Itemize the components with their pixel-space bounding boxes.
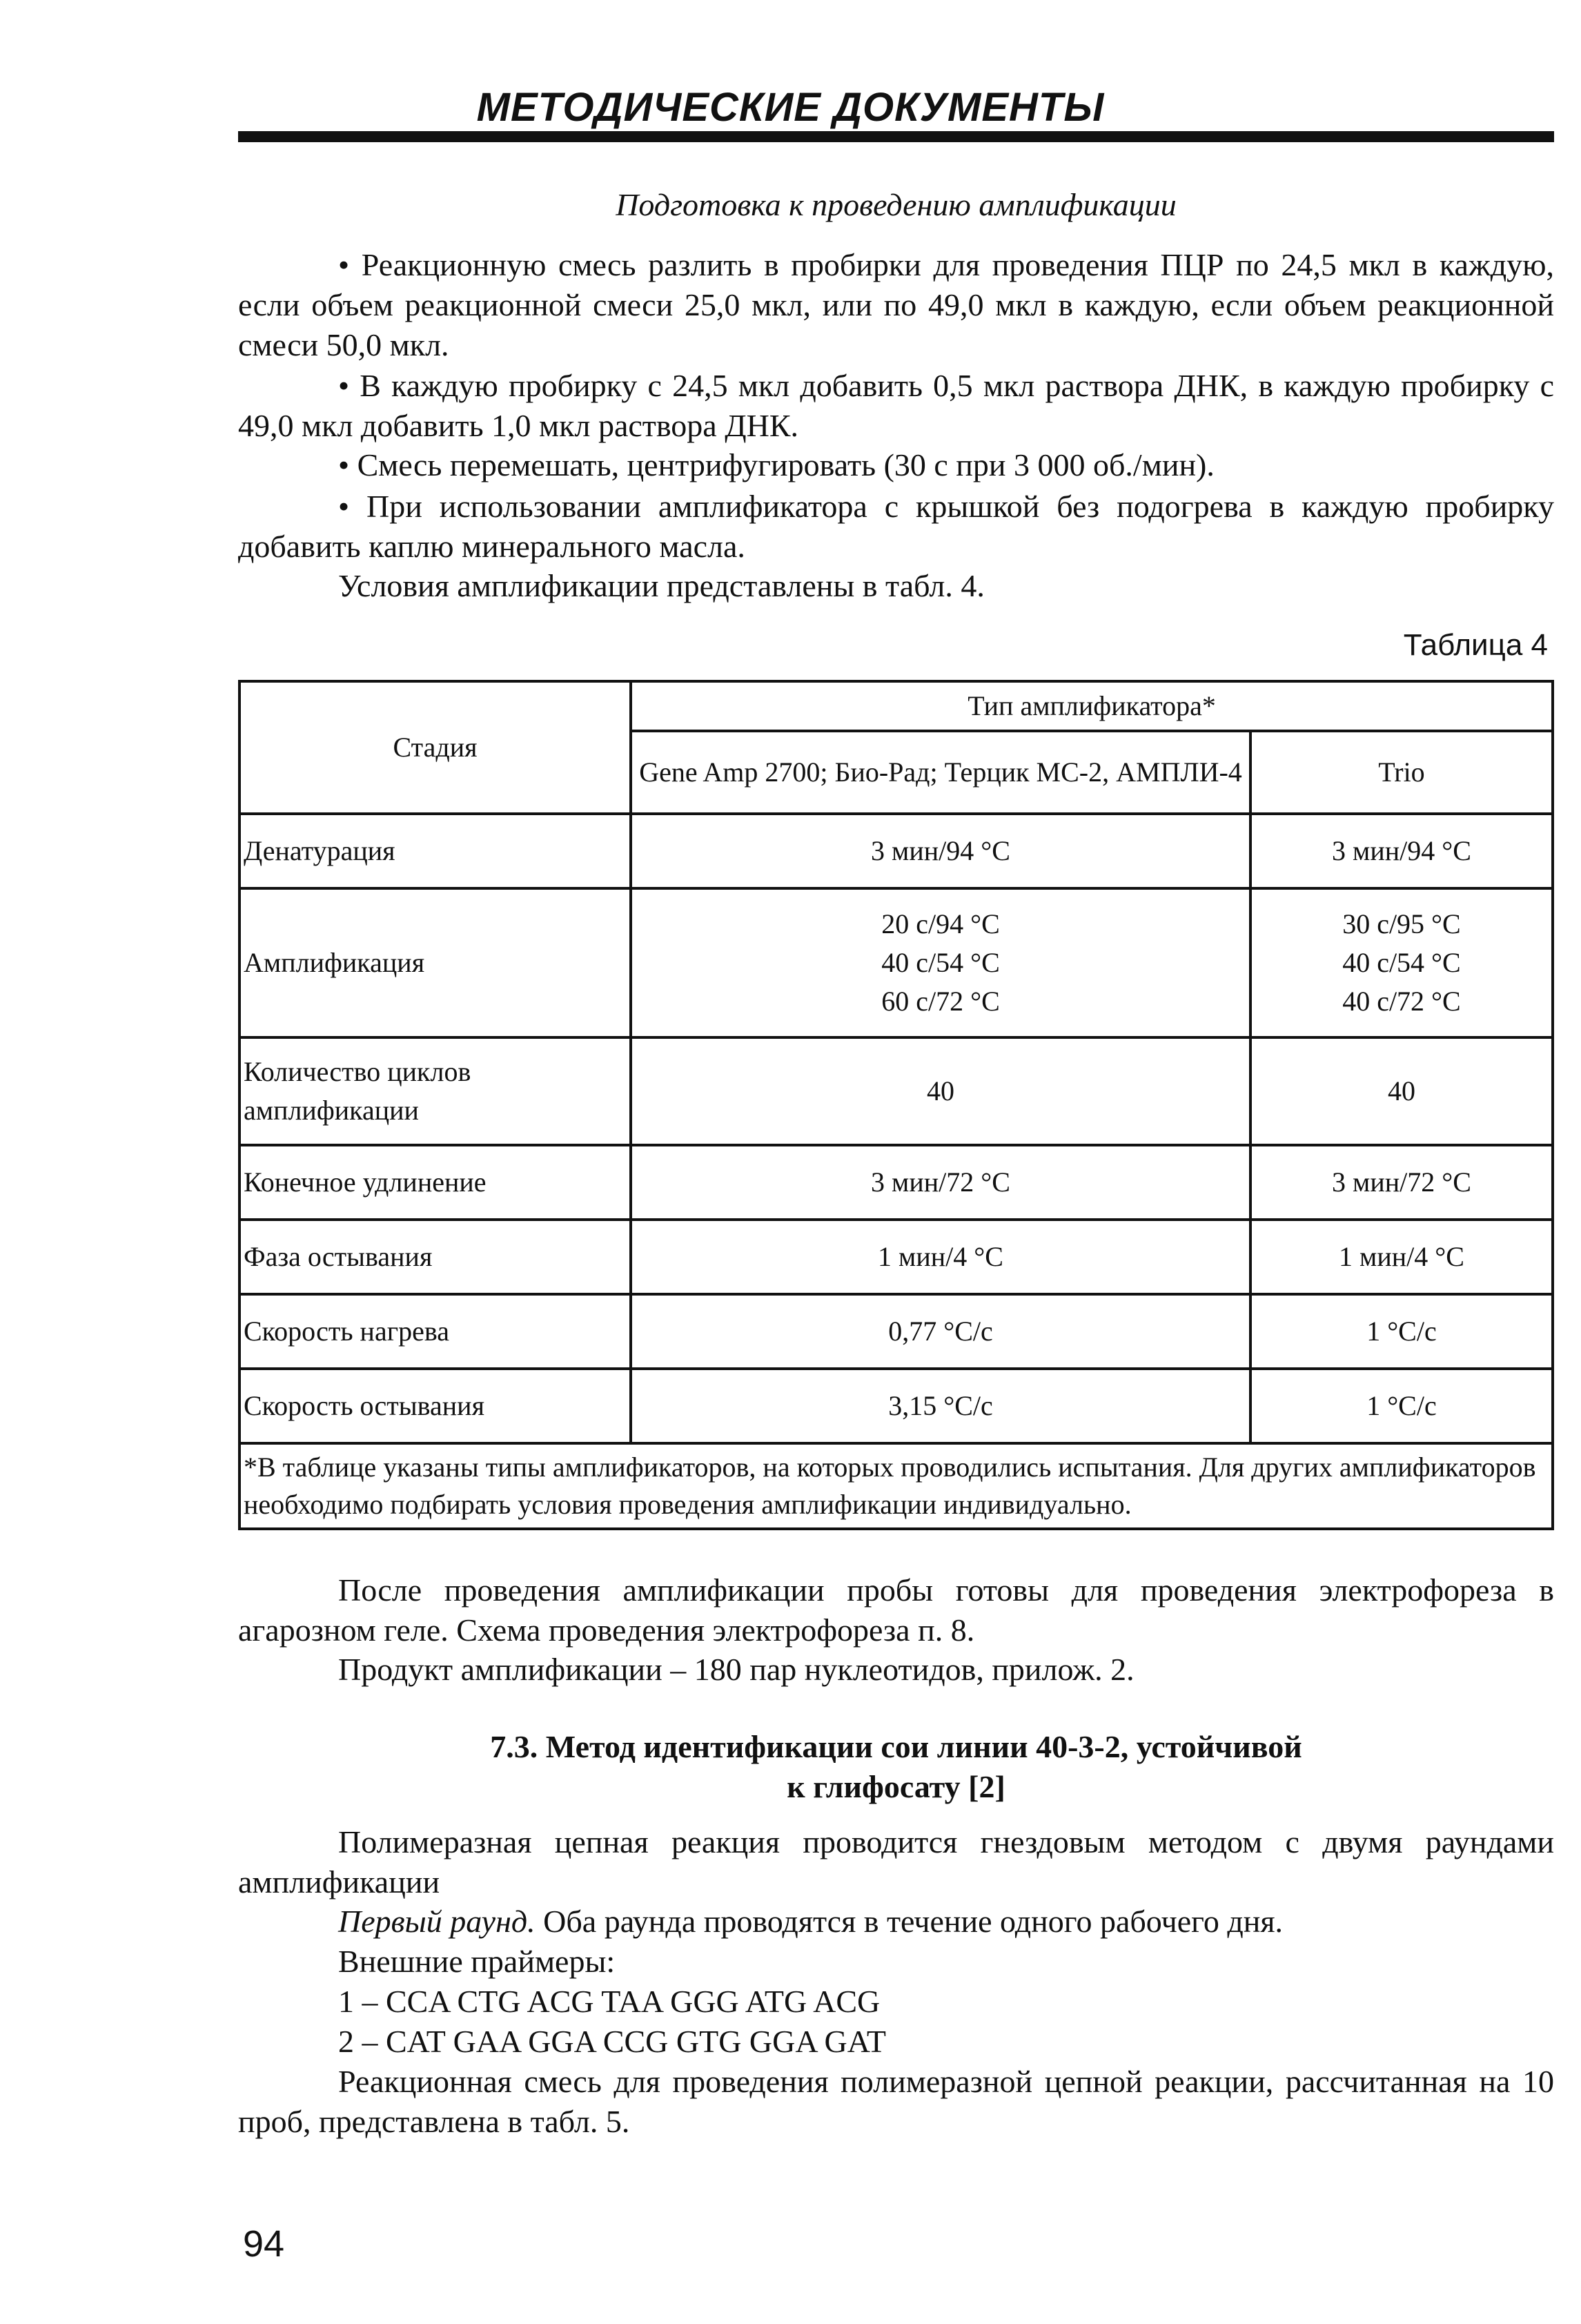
- value-cell: 3 мин/72 °С: [1250, 1145, 1553, 1220]
- stage-cell: Скорость нагрева: [239, 1294, 631, 1369]
- bullet-text: • Смесь перемешать, центрифугировать (30 с при 3 000 об./мин).: [338, 447, 1215, 482]
- value-cell: 1 °С/с: [1250, 1294, 1553, 1369]
- primer-1: 1 – CCA CTG ACG TAA GGG ATG ACG: [338, 1984, 881, 2019]
- product-paragraph: Продукт амплификации – 180 пар нуклеотидов, прилож. 2.: [338, 1652, 1135, 1687]
- value-cell: 0,77 °С/с: [631, 1294, 1250, 1369]
- conditions-text: Условия амплификации представлены в табл. 4.: [338, 568, 985, 603]
- bullet-text: • Реакционную смесь разлить в пробирки для проведения ПЦР по 24,5 мкл в каждую, если объем реакционной смеси 25,0 мкл, или по 49,0 мкл в каждую, если объем реакционной смеси 50,0 мкл.: [238, 247, 1554, 362]
- bullet-item: [238, 487, 1554, 567]
- value-cell: 3 мин/94 °С: [1250, 814, 1553, 888]
- table-row: [239, 1220, 1553, 1294]
- table-row: [239, 888, 1553, 1037]
- stage-cell: Амплификация: [239, 888, 631, 1037]
- value-cell: 20 с/94 °С 40 с/54 °С 60 с/72 °С: [631, 888, 1250, 1037]
- stage-cell: Конечное удлинение: [239, 1145, 631, 1220]
- bullet-text: • В каждую пробирку с 24,5 мкл добавить 0,5 мкл раствора ДНК, в каждую пробирку с 49,0 мкл добавить 1,0 мкл раствора ДНК.: [238, 368, 1554, 443]
- value-cell: 30 с/95 °С 40 с/54 °С 40 с/72 °С: [1250, 888, 1553, 1037]
- table-footnote: *В таблице указаны типы амплификаторов, на которых проводились испытания. Для других амплификаторов необходимо подбирать условия проведения амплификации индивидуально.: [239, 1443, 1553, 1529]
- first-round-label: Первый раунд.: [338, 1904, 536, 1939]
- bullet-item: [238, 366, 1554, 446]
- value-cell: 1 °С/с: [1250, 1369, 1553, 1443]
- stage-cell: Фаза остывания: [239, 1220, 631, 1294]
- stage-cell: Количество циклов амплификации: [239, 1037, 631, 1145]
- value-cell: 40: [631, 1037, 1250, 1145]
- primers-label: Внешние праймеры:: [338, 1944, 616, 1979]
- bullet-text: • При использовании амплификатора с крышкой без подогрева в каждую пробирку добавить каплю минерального масла.: [238, 489, 1554, 564]
- col-header-trio: Trio: [1250, 731, 1553, 814]
- stage-cell: Денатурация: [239, 814, 631, 888]
- subsection-title: Подготовка к проведению амплификации: [616, 187, 1177, 222]
- amplification-table: [238, 680, 1554, 1530]
- final-paragraph: Реакционная смесь для проведения полимеразной цепной реакции, рассчитанная на 10 проб, представлена в табл. 5.: [238, 2064, 1554, 2139]
- table-caption: Таблица 4: [1403, 628, 1548, 662]
- value-cell: 1 мин/4 °С: [1250, 1220, 1553, 1294]
- col-header-geneamp: Gene Amp 2700; Био-Рад; Терцик МС-2, АМПЛИ-4: [631, 731, 1250, 814]
- table-row: [239, 1294, 1553, 1369]
- section-paragraph: Полимеразная цепная реакция проводится гнездовым методом с двумя раундами амплификации: [238, 1824, 1554, 1900]
- primer-2: 2 – CAT GAA GGA CCG GTG GGA GAT: [338, 2024, 886, 2059]
- stage-cell: Скорость остывания: [239, 1369, 631, 1443]
- page-number: 94: [243, 2223, 285, 2265]
- header-rule: [238, 131, 1554, 142]
- value-cell: 3 мин/72 °С: [631, 1145, 1250, 1220]
- table-row: [239, 1369, 1553, 1443]
- value-cell: 3 мин/94 °С: [631, 814, 1250, 888]
- value-cell: 3,15 °С/с: [631, 1369, 1250, 1443]
- table-row: [239, 1037, 1553, 1145]
- bullet-item: [238, 245, 1554, 365]
- after-table-paragraph: После проведения амплификации пробы готовы для проведения электрофореза в агарозном геле. Схема проведения электрофореза п. 8.: [238, 1572, 1554, 1648]
- section-heading: 7.3. Метод идентификации сои линии 40-3-2, устойчивой к глифосату [2]: [490, 1729, 1302, 1804]
- first-round-line: [238, 1902, 1554, 1942]
- running-header: МЕТОДИЧЕСКИЕ ДОКУМЕНТЫ: [476, 85, 1105, 130]
- bullet-item: [238, 445, 1554, 485]
- type-header: Тип амплификатора*: [631, 681, 1553, 731]
- stage-header: Стадия: [239, 681, 631, 814]
- first-round-text: Оба раунда проводятся в течение одного рабочего дня.: [535, 1904, 1284, 1939]
- value-cell: 1 мин/4 °С: [631, 1220, 1250, 1294]
- table-row: [239, 1145, 1553, 1220]
- table-row: [239, 814, 1553, 888]
- value-cell: 40: [1250, 1037, 1553, 1145]
